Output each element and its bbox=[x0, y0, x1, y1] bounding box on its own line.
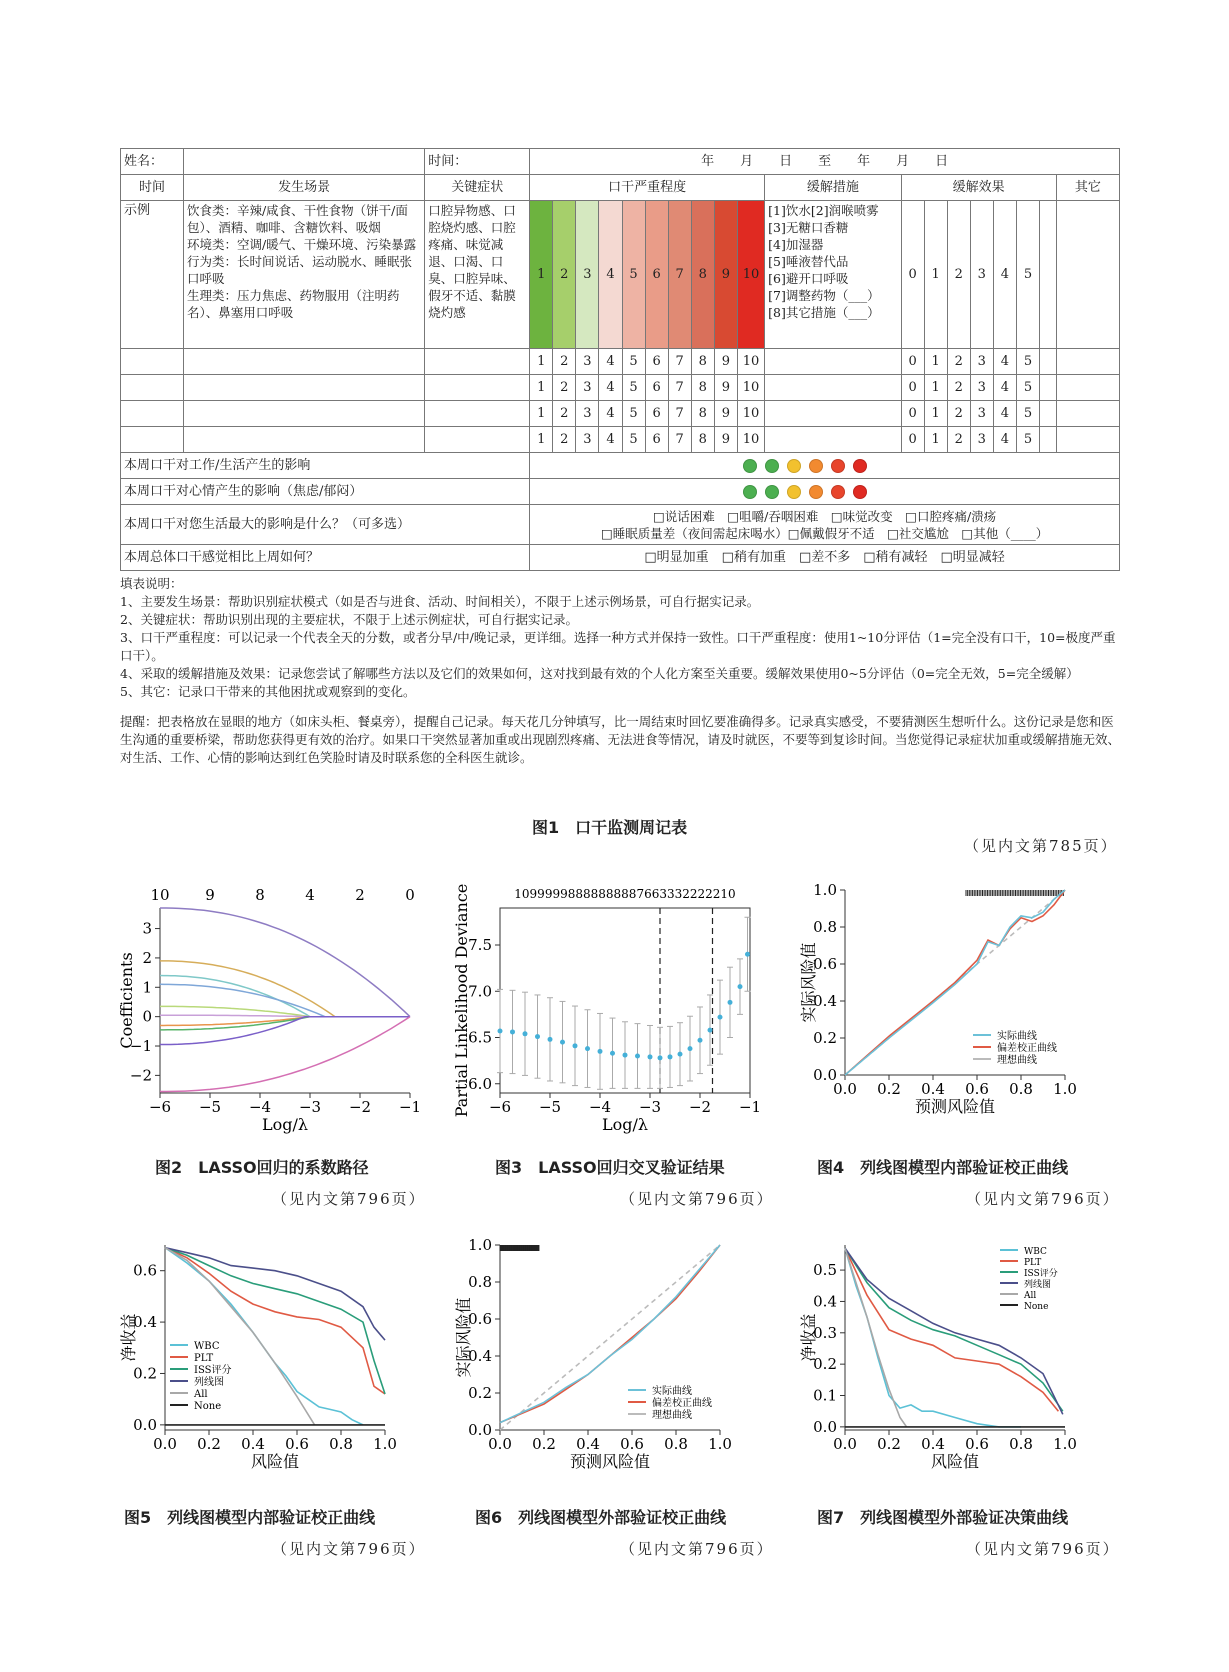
cv-point bbox=[668, 1054, 673, 1059]
legend-label: 理想曲线 bbox=[652, 1410, 692, 1421]
x-tick-label: 0.6 bbox=[965, 1435, 989, 1453]
x-axis-label: Log/λ bbox=[601, 1115, 649, 1134]
severity-5[interactable]: 5 bbox=[622, 201, 645, 349]
cv-point bbox=[688, 1046, 693, 1051]
work-impact-row bbox=[121, 453, 1120, 479]
header-measures: 缓解措施 bbox=[765, 175, 901, 201]
x-tick-label: 0.6 bbox=[285, 1435, 309, 1453]
coefficient-path bbox=[160, 976, 410, 1017]
measure-item: [4]加湿器 bbox=[768, 237, 824, 252]
effect-0[interactable]: 0 bbox=[901, 201, 924, 349]
x-tick-label: 0.0 bbox=[833, 1435, 857, 1453]
x-tick-label: 0.0 bbox=[488, 1435, 512, 1453]
date-range[interactable]: 年 月 日 至 年 月 日 bbox=[530, 149, 1120, 175]
y-tick-label: 0.6 bbox=[468, 1310, 492, 1328]
header-row bbox=[121, 175, 1120, 201]
cv-point bbox=[560, 1040, 565, 1045]
life-impact-label: 本周口干对您生活最大的影响是什么？（可多选） bbox=[121, 505, 530, 545]
smiley-icon[interactable] bbox=[743, 485, 757, 499]
decision-curve bbox=[845, 1248, 1021, 1427]
x-tick-label: 1.0 bbox=[1053, 1080, 1077, 1098]
cv-point bbox=[610, 1051, 615, 1056]
y-tick-label: 3 bbox=[142, 919, 152, 938]
cv-point bbox=[623, 1053, 628, 1058]
y-tick-label: 6.0 bbox=[468, 1074, 492, 1093]
severity-10[interactable]: 10 bbox=[737, 201, 764, 349]
x-tick-label: −6 bbox=[488, 1098, 512, 1116]
scene-item: 环境类：空调/暖气、干燥环境、污染暴露 bbox=[186, 237, 417, 252]
top-tick-label: 2 bbox=[355, 886, 365, 904]
mood-faces bbox=[530, 479, 1120, 505]
fig5-ref: （见内文第796页） bbox=[272, 1540, 426, 1558]
legend-label: 理想曲线 bbox=[997, 1055, 1037, 1066]
legend-label: PLT bbox=[194, 1353, 214, 1364]
severity-3[interactable]: 3 bbox=[576, 201, 599, 349]
daily-row: 1 2 3 4 5 6 7 8 9 10 0 1 2 3 4 5 bbox=[121, 349, 1120, 375]
severity-1[interactable]: 1 bbox=[530, 201, 553, 349]
coefficient-path bbox=[160, 1017, 410, 1030]
legend-label: PLT bbox=[1024, 1258, 1042, 1268]
y-axis-label: Coefficients bbox=[117, 952, 136, 1049]
cv-point bbox=[523, 1031, 528, 1036]
scene-item: 行为类：长时间说话、运动脱水、睡眠张口呼吸 bbox=[186, 254, 412, 286]
severity-4[interactable]: 4 bbox=[599, 201, 622, 349]
coefficient-path bbox=[160, 1017, 410, 1092]
legend-label: None bbox=[194, 1401, 222, 1412]
x-axis-label: 预测风险值 bbox=[569, 1452, 651, 1471]
smiley-icon[interactable] bbox=[765, 485, 779, 499]
x-axis-label: 风险值 bbox=[930, 1452, 980, 1471]
y-tick-label: 1.0 bbox=[813, 881, 837, 899]
x-tick-label: 0.4 bbox=[921, 1435, 945, 1453]
smiley-icon[interactable] bbox=[743, 459, 757, 473]
x-tick-label: −6 bbox=[148, 1098, 172, 1116]
y-tick-label: 0.5 bbox=[813, 1261, 837, 1280]
y-tick-label: 0.0 bbox=[468, 1421, 492, 1439]
measure-list bbox=[765, 201, 901, 349]
effect-5[interactable]: 5 bbox=[1016, 201, 1039, 349]
scene-item: 生理类：压力焦虑、药物服用（注明药名）、鼻塞用口呼吸 bbox=[186, 288, 400, 320]
cv-point bbox=[678, 1052, 683, 1057]
y-tick-label: 6.5 bbox=[468, 1028, 492, 1047]
fig3-caption: 图3 LASSO回归交叉验证结果 bbox=[495, 1158, 725, 1177]
fig1-ref: （见内文第785页） bbox=[964, 837, 1118, 855]
x-tick-label: 1.0 bbox=[708, 1435, 732, 1453]
legend-label: WBC bbox=[1024, 1247, 1047, 1257]
effect-1[interactable]: 1 bbox=[924, 201, 947, 349]
x-tick-label: 0.8 bbox=[329, 1435, 353, 1453]
fig3-lasso-cv-chart bbox=[452, 880, 775, 1140]
severity-6[interactable]: 6 bbox=[645, 201, 668, 349]
legend-label: 列线图 bbox=[194, 1377, 224, 1388]
y-axis-label: 净收益 bbox=[119, 1313, 138, 1362]
severity-2[interactable]: 2 bbox=[553, 201, 576, 349]
y-tick-label: 0.4 bbox=[468, 1347, 492, 1365]
time-label: 时间： bbox=[425, 149, 530, 175]
x-tick-label: 0.0 bbox=[833, 1080, 857, 1098]
mood-impact-label: 本周口干对心情产生的影响（焦虑/郁闷） bbox=[121, 479, 530, 505]
daily-row: 1 2 3 4 5 6 7 8 9 10 0 1 2 3 4 5 bbox=[121, 375, 1120, 401]
cv-point bbox=[698, 1038, 703, 1043]
x-axis-label: 预测风险值 bbox=[914, 1097, 996, 1116]
name-label: 姓名： bbox=[121, 149, 184, 175]
x-tick-label: 0.4 bbox=[921, 1080, 945, 1098]
legend-label: 列线图 bbox=[1024, 1280, 1052, 1290]
compare-row bbox=[121, 545, 1120, 571]
fig7-decision-curve-chart bbox=[800, 1235, 1120, 1495]
fig6-caption: 图6 列线图模型外部验证校正曲线 bbox=[475, 1508, 727, 1527]
cv-point bbox=[510, 1029, 515, 1034]
y-tick-label: 1 bbox=[142, 978, 152, 997]
scene-list bbox=[183, 201, 424, 349]
y-tick-label: −2 bbox=[129, 1066, 152, 1085]
x-tick-label: −3 bbox=[638, 1098, 662, 1116]
note-item: 4、采取的缓解措施及效果：记录您尝试了解哪些方法以及它们的效果如何，这对找到最有效的个人化方案至关重要。缓解效果使用0~5分评估（0=完全无效，5=完全缓解） bbox=[120, 666, 1079, 681]
daily-row: 1 2 3 4 5 6 7 8 9 10 0 1 2 3 4 5 bbox=[121, 427, 1120, 453]
top-tick-label: 10 bbox=[150, 886, 170, 904]
fig2-caption: 图2 LASSO回归的系数路径 bbox=[155, 1158, 369, 1177]
y-tick-label: 0.0 bbox=[813, 1417, 837, 1436]
x-tick-label: 0.2 bbox=[877, 1080, 901, 1098]
x-tick-label: −4 bbox=[588, 1098, 612, 1116]
measure-item: [6]避开口呼吸 bbox=[768, 271, 849, 286]
neutral-face-icon[interactable] bbox=[787, 485, 801, 499]
cv-point bbox=[745, 952, 750, 957]
impact-options-line2[interactable]: □睡眠质量差（夜间需起床喝水）□佩戴假牙不适 □社交尴尬 □其他（____） bbox=[600, 525, 1049, 541]
top-tick-label: 0 bbox=[405, 886, 415, 904]
severity-9[interactable]: 9 bbox=[714, 201, 737, 349]
header-scene: 发生场景 bbox=[183, 175, 424, 201]
compare-options[interactable]: □明显加重 □稍有加重 □差不多 □稍有减轻 □明显减轻 bbox=[530, 545, 1120, 571]
legend-label: WBC bbox=[194, 1341, 220, 1352]
x-tick-label: −5 bbox=[198, 1098, 222, 1116]
cv-point bbox=[535, 1034, 540, 1039]
cv-point bbox=[548, 1037, 553, 1042]
weekly-diary-table bbox=[120, 148, 1120, 571]
y-tick-label: 0.2 bbox=[813, 1355, 837, 1374]
y-tick-label: −1 bbox=[129, 1037, 152, 1056]
effect-4[interactable]: 4 bbox=[993, 201, 1016, 349]
scene-item: 饮食类：辛辣/咸食、干性食物（饼干/面包）、酒精、咖啡、含糖饮料、吸烟 bbox=[186, 203, 408, 235]
sad-face-icon[interactable] bbox=[831, 459, 845, 473]
sad-face-icon[interactable] bbox=[853, 485, 867, 499]
effect-3[interactable]: 3 bbox=[970, 201, 993, 349]
x-tick-label: −3 bbox=[298, 1098, 322, 1116]
y-tick-label: 7.5 bbox=[468, 936, 492, 954]
measure-item: [8]其它措施（___） bbox=[768, 305, 880, 320]
x-tick-label: 1.0 bbox=[1053, 1435, 1077, 1453]
y-tick-label: 0.4 bbox=[813, 1292, 837, 1311]
x-tick-label: 0.8 bbox=[664, 1435, 688, 1453]
note-item: 2、关键症状：帮助识别出现的主要症状，不限于上述示例症状，可自行据实记录。 bbox=[120, 612, 578, 627]
daily-row: 1 2 3 4 5 6 7 8 9 10 0 1 2 3 4 5 bbox=[121, 401, 1120, 427]
neutral-face-icon[interactable] bbox=[809, 485, 823, 499]
mood-impact-row bbox=[121, 479, 1120, 505]
y-tick-label: 0.4 bbox=[133, 1313, 157, 1332]
legend-label: 偏差校正曲线 bbox=[997, 1043, 1057, 1054]
x-axis-label: Log/λ bbox=[261, 1115, 309, 1134]
cv-point bbox=[728, 1000, 733, 1005]
measure-item: [3]无糖口香糖 bbox=[768, 220, 849, 235]
decision-curve bbox=[845, 1248, 907, 1427]
x-tick-label: −1 bbox=[738, 1098, 762, 1116]
measure-item: [7]调整药物（___） bbox=[768, 288, 880, 303]
x-tick-label: −2 bbox=[688, 1098, 712, 1116]
top-tick-label: 8 bbox=[255, 886, 265, 904]
x-tick-label: 0.2 bbox=[197, 1435, 221, 1453]
legend-label: ISS评分 bbox=[1024, 1269, 1058, 1279]
x-tick-label: −5 bbox=[538, 1098, 562, 1116]
note-item: 5、其它：记录口干带来的其他困扰或观察到的变化。 bbox=[120, 684, 416, 699]
other-cell[interactable] bbox=[1056, 201, 1119, 349]
work-impact-label: 本周口干对工作/生活产生的影响 bbox=[121, 453, 530, 479]
fig6-ref: （见内文第796页） bbox=[620, 1540, 774, 1558]
legend-label: ISS评分 bbox=[194, 1365, 232, 1376]
cv-point bbox=[573, 1043, 578, 1048]
sad-face-icon[interactable] bbox=[853, 459, 867, 473]
cv-point bbox=[635, 1054, 640, 1059]
notes-title: 填表说明： bbox=[120, 576, 183, 591]
y-tick-label: 0 bbox=[142, 1007, 152, 1026]
legend-label: All bbox=[1024, 1291, 1037, 1301]
y-tick-label: 0.6 bbox=[813, 955, 837, 973]
fig7-caption: 图7 列线图模型外部验证决策曲线 bbox=[817, 1508, 1069, 1527]
y-tick-label: 0.6 bbox=[133, 1261, 157, 1280]
x-tick-label: −2 bbox=[348, 1098, 372, 1116]
note-item: 3、口干严重程度：可以记录一个代表全天的分数，或者分早/中/晚记录，更详细。选择一种方式并保持一致性。口干严重程度：使用1~10分评估（1=完全没有口干，10=极度严重口干）。 bbox=[120, 630, 1116, 663]
legend-label: 实际曲线 bbox=[652, 1386, 692, 1397]
legend-label: All bbox=[194, 1389, 208, 1400]
y-axis-label: 实际风险值 bbox=[454, 1297, 473, 1378]
severity-7[interactable]: 7 bbox=[668, 201, 691, 349]
x-tick-label: 0.4 bbox=[241, 1435, 265, 1453]
y-tick-label: 0.2 bbox=[813, 1029, 837, 1047]
x-tick-label: 0.6 bbox=[965, 1080, 989, 1098]
x-tick-label: 1.0 bbox=[373, 1435, 397, 1453]
smiley-icon[interactable] bbox=[765, 459, 779, 473]
decision-curve bbox=[165, 1248, 385, 1341]
note-item: 1、主要发生场景：帮助识别症状模式（如是否与进食、活动、时间相关），不限于上述示例场景，可自行据实记录。 bbox=[120, 594, 760, 609]
x-tick-label: 0.2 bbox=[877, 1435, 901, 1453]
symptoms-text: 口腔异物感、口腔烧灼感、口腔疼痛、味觉减退、口渴、口臭、口腔异味、假牙不适、黏膜烧灼感 bbox=[425, 201, 530, 349]
y-tick-label: 0.2 bbox=[133, 1364, 157, 1383]
fig2-ref: （见内文第796页） bbox=[272, 1190, 426, 1208]
y-tick-label: 0.0 bbox=[813, 1066, 837, 1084]
header-other: 其它 bbox=[1056, 175, 1119, 201]
measure-item: [1]饮水[2]润喉喷雾 bbox=[768, 203, 879, 218]
x-tick-label: 0.2 bbox=[532, 1435, 556, 1453]
fig7-ref: （见内文第796页） bbox=[966, 1540, 1120, 1558]
sad-face-icon[interactable] bbox=[831, 485, 845, 499]
x-tick-label: 0.8 bbox=[1009, 1435, 1033, 1453]
x-tick-label: −4 bbox=[248, 1098, 272, 1116]
cv-point bbox=[718, 1015, 723, 1020]
y-tick-label: 0.3 bbox=[813, 1323, 837, 1342]
life-impact-row bbox=[121, 505, 1120, 545]
life-impact-options[interactable] bbox=[530, 505, 1120, 545]
legend-label: None bbox=[1024, 1302, 1049, 1312]
fig5-caption: 图5 列线图模型内部验证校正曲线 bbox=[124, 1508, 376, 1527]
severity-8[interactable]: 8 bbox=[691, 201, 714, 349]
x-tick-label: 0.6 bbox=[620, 1435, 644, 1453]
legend-label: 实际曲线 bbox=[997, 1031, 1037, 1042]
y-tick-label: 2 bbox=[142, 948, 152, 967]
cv-point bbox=[598, 1049, 603, 1054]
header-effect: 缓解效果 bbox=[901, 175, 1056, 201]
fill-instructions bbox=[120, 575, 1120, 767]
y-tick-label: 0.8 bbox=[813, 918, 837, 936]
header-severity: 口干严重程度 bbox=[530, 175, 765, 201]
coefficient-path bbox=[160, 961, 410, 1017]
y-axis-label: Partial Linkelihood Deviance bbox=[452, 883, 471, 1118]
header-time: 时间 bbox=[121, 175, 184, 201]
name-field[interactable] bbox=[183, 149, 424, 175]
example-label: 示例 bbox=[121, 201, 184, 349]
impact-options-line1[interactable]: □说话困难 □咀嚼/吞咽困难 □味觉改变 □口腔疼痛/溃疡 bbox=[653, 508, 997, 524]
y-tick-label: 7.0 bbox=[468, 982, 492, 1001]
coefficient-path bbox=[160, 984, 410, 1016]
top-df-label: 10999998888888887663332222210 bbox=[514, 887, 736, 901]
legend-label: 偏差校正曲线 bbox=[652, 1398, 712, 1409]
y-axis-label: 净收益 bbox=[799, 1313, 818, 1362]
fig6-calibration-chart bbox=[455, 1235, 775, 1495]
y-tick-label: 0.0 bbox=[133, 1415, 157, 1434]
cv-point bbox=[708, 1028, 713, 1033]
top-tick-label: 9 bbox=[205, 886, 215, 904]
measure-item: [5]唾液替代品 bbox=[768, 254, 849, 269]
example-row bbox=[121, 201, 1120, 349]
x-tick-label: 0.4 bbox=[576, 1435, 600, 1453]
y-tick-label: 0.1 bbox=[813, 1386, 837, 1405]
fig4-caption: 图4 列线图模型内部验证校正曲线 bbox=[817, 1158, 1069, 1177]
fig1-caption: 图1 口干监测周记表 bbox=[532, 818, 688, 837]
x-tick-label: 0.8 bbox=[1009, 1080, 1033, 1098]
y-axis-label: 实际风险值 bbox=[799, 942, 818, 1023]
effect-2[interactable]: 2 bbox=[947, 201, 970, 349]
header-symptoms: 关键症状 bbox=[425, 175, 530, 201]
work-faces bbox=[530, 453, 1120, 479]
x-axis-label: 风险值 bbox=[250, 1452, 300, 1471]
top-tick-label: 4 bbox=[305, 886, 315, 904]
fig4-calibration-chart bbox=[800, 880, 1120, 1140]
fig3-ref: （见内文第796页） bbox=[620, 1190, 774, 1208]
fig2-lasso-coefficient-chart bbox=[117, 880, 430, 1140]
cv-point bbox=[585, 1046, 590, 1051]
reminder-text: 提醒：把表格放在显眼的地方（如床头柜、餐桌旁），提醒自己记录。每天花几分钟填写，比一周结束时回忆要准确得多。记录真实感受，不要猜测医生想听什么。这份记录是您和医生沟通的重要桥梁，帮助您获得更有效的治疗。如果口干突然显著加重或出现剧烈疼痛、无法进食等情况，请及时就医，不要等到复诊时间。当您觉得记录症状加重或缓解措施无效、对生活、工作、心情的影响达到红色笑脸时请及时联系您的全科医生就诊。 bbox=[120, 714, 1121, 765]
cv-point bbox=[658, 1055, 663, 1060]
fig4-ref: （见内文第796页） bbox=[966, 1190, 1120, 1208]
compare-label: 本周总体口干感觉相比上周如何？ bbox=[121, 545, 530, 571]
y-tick-label: 0.2 bbox=[468, 1384, 492, 1402]
neutral-face-icon[interactable] bbox=[809, 459, 823, 473]
x-tick-label: 0.0 bbox=[153, 1435, 177, 1453]
y-tick-label: 1.0 bbox=[468, 1236, 492, 1254]
x-tick-label: −1 bbox=[398, 1098, 422, 1116]
cv-point bbox=[738, 984, 743, 989]
cv-point bbox=[648, 1054, 653, 1059]
fig5-decision-curve-chart bbox=[120, 1235, 430, 1495]
y-tick-label: 0.4 bbox=[813, 992, 837, 1010]
y-tick-label: 0.8 bbox=[468, 1273, 492, 1291]
neutral-face-icon[interactable] bbox=[787, 459, 801, 473]
cv-point bbox=[498, 1029, 503, 1034]
